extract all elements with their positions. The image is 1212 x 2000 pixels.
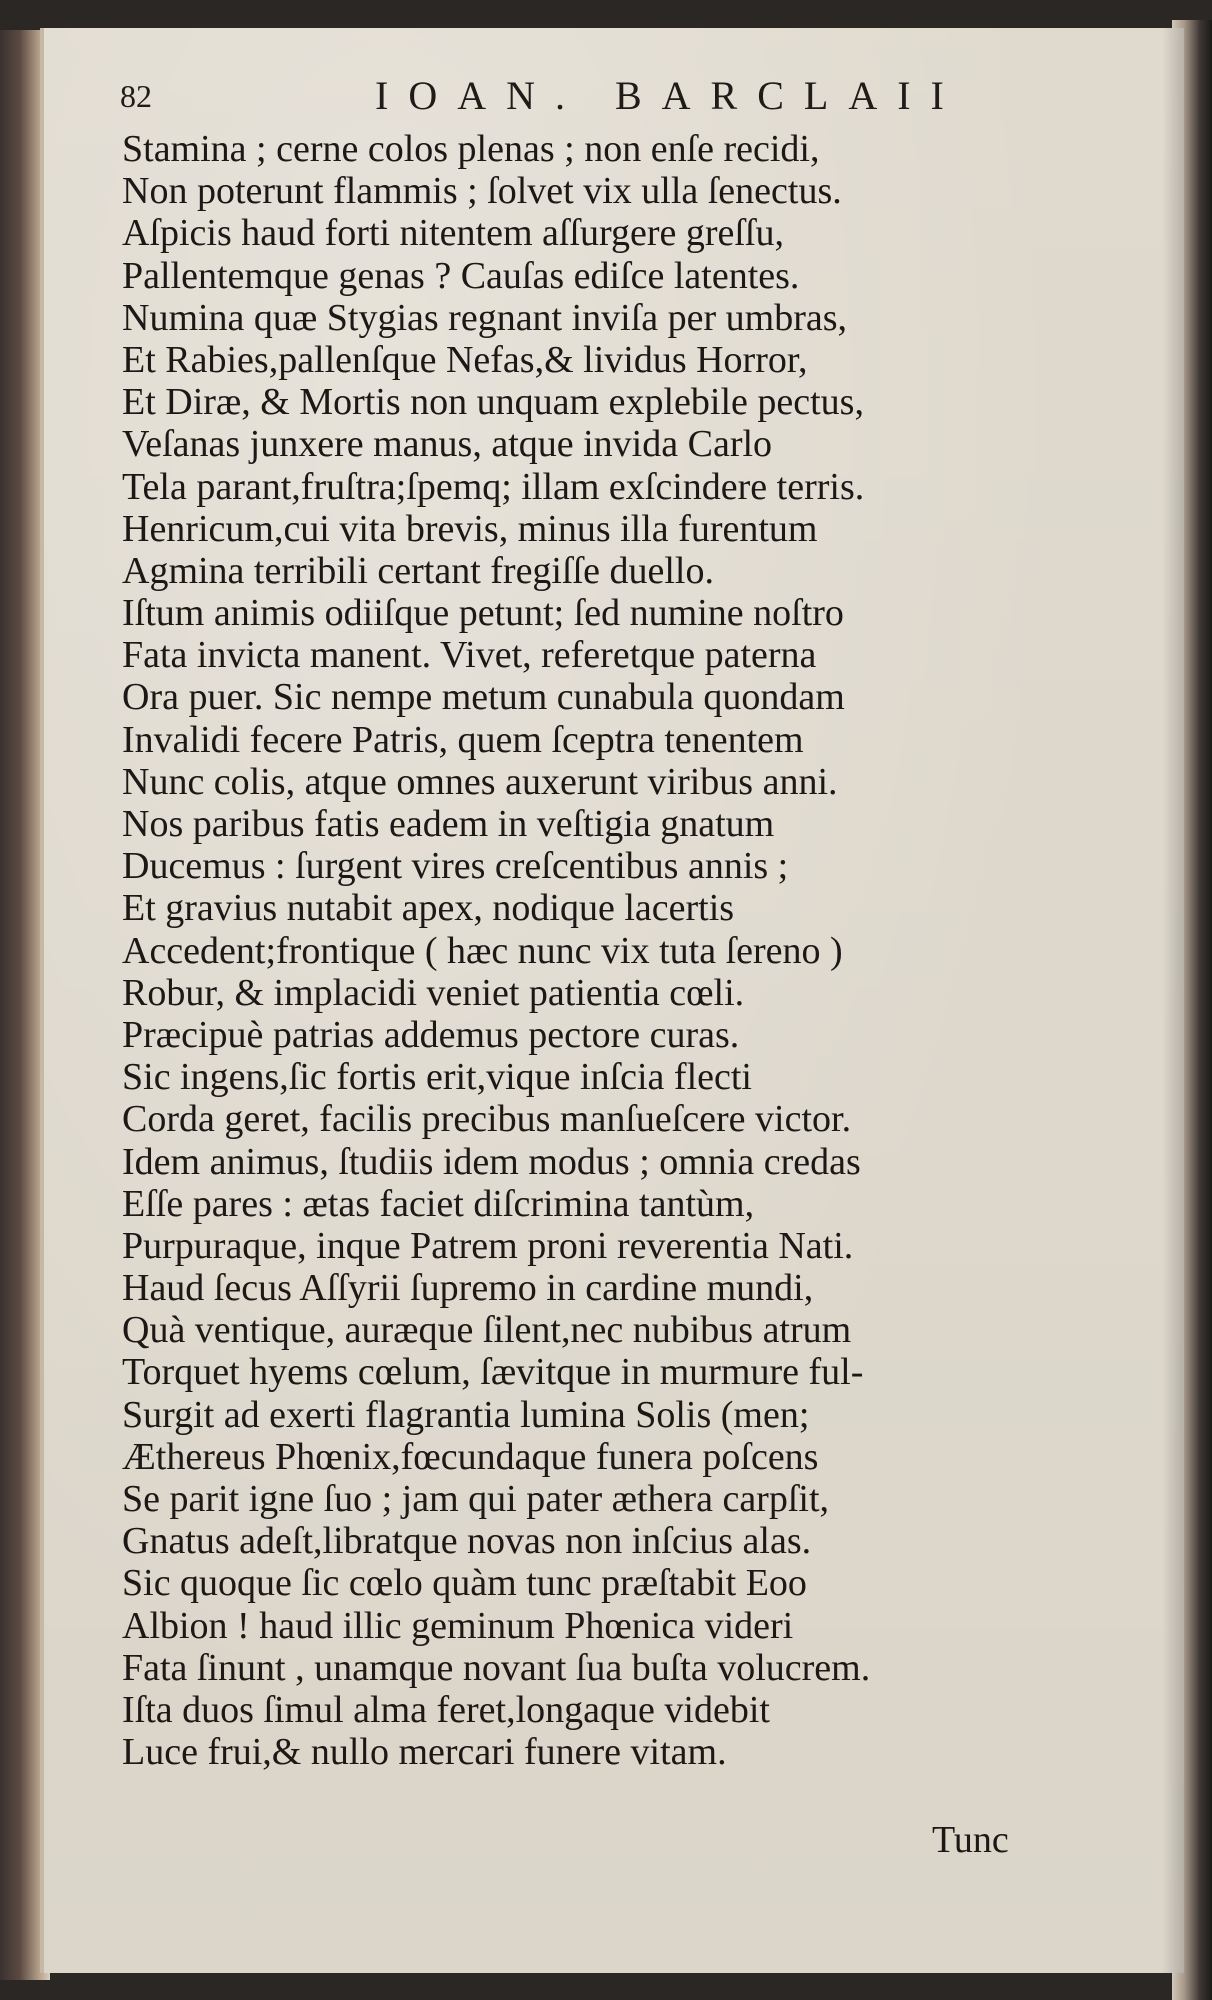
verse-line: Aſpicis haud forti nitentem aſſurgere greſſu, (122, 212, 784, 255)
verse-line: Surgit ad exerti flagrantia lumina Solis (men; (122, 1393, 810, 1436)
verse-line: Ora puer. Sic nempe metum cunabula quondam (122, 676, 845, 719)
verse-line: Non poterunt flammis ; ſolvet vix ulla ſenectus. (122, 170, 842, 213)
page-header (120, 72, 1020, 122)
verse-line: Haud ſecus Aſſyrii ſupremo in cardine mundi, (122, 1267, 814, 1310)
verse-line: Invalidi fecere Patris, quem ſceptra tenentem (122, 718, 804, 761)
verse-line: Tela parant,fruſtra;ſpemq; illam exſcindere terris. (122, 465, 865, 508)
verse-line: Et Diræ, & Mortis non unquam explebile pectus, (122, 381, 864, 424)
verse-line: Corda geret, facilis precibus manſueſcere victor. (122, 1098, 852, 1141)
verse-line: Quà ventique, auræque ſilent,nec nubibus atrum (122, 1309, 852, 1352)
verse-line: Sic ingens,ſic fortis erit,vique inſcia flecti (122, 1056, 752, 1099)
verse-line: Accedent;frontique ( hæc nunc vix tuta ſereno ) (122, 929, 843, 972)
verse-line: Æthereus Phœnix,fœcundaque funera poſcens (122, 1435, 819, 1478)
page-number: 82 (120, 78, 152, 114)
verse-line: Torquet hyems cœlum, ſævitque in murmure ful- (122, 1351, 864, 1394)
verse-line: Numina quæ Stygias regnant inviſa per umbras, (122, 296, 848, 339)
verse-line: Eſſe pares : ætas faciet diſcrimina tantùm, (122, 1182, 755, 1225)
verse-line: Et gravius nutabit apex, nodique lacertis (122, 887, 735, 930)
verse-line: Iſta duos ſimul alma feret,longaque videbit (122, 1688, 770, 1731)
verse-line: Gnatus adeſt,libratque novas non inſcius alas. (122, 1520, 812, 1563)
verse-line: Ducemus : ſurgent vires creſcentibus annis ; (122, 845, 789, 888)
verse-line: Agmina terribili certant fregiſſe duello. (122, 549, 714, 592)
verse-line: Idem animus, ſtudiis idem modus ; omnia credas (122, 1140, 861, 1183)
verse-line: Albion ! haud illic geminum Phœnica videri (122, 1604, 794, 1647)
verse-line: Luce frui,& nullo mercari funere vitam. (122, 1731, 727, 1774)
verse-line: Fata invicta manent. Vivet, referetque paterna (122, 634, 817, 677)
verse-line: Robur, & implacidi veniet patientia cœli. (122, 971, 745, 1014)
verse-line: Præcipuè patrias addemus pectore curas. (122, 1013, 740, 1056)
verse-line: Fata ſinunt , unamque novant ſua buſta volucrem. (122, 1646, 871, 1689)
verse-line: Purpuraque, inque Patrem proni reverentia Nati. (122, 1224, 854, 1267)
verse-line: Stamina ; cerne colos plenas ; non enſe recidi, (122, 128, 820, 170)
catchword: Tunc (932, 1819, 1009, 1861)
verse-line: Et Rabies,pallenſque Nefas,& lividus Horror, (122, 338, 808, 381)
page-gutter-shadow (1162, 28, 1184, 1973)
verse-line: Nos paribus fatis eadem in veſtigia gnatum (122, 803, 775, 845)
running-head: IOAN. BARCLAII (375, 73, 964, 118)
verse-line: Nunc colis, atque omnes auxerunt viribus anni. (122, 760, 838, 803)
verse-line: Veſanas junxere manus, atque invida Carlo (122, 423, 773, 466)
verse-line: Pallentemque genas ? Cauſas ediſce latentes. (122, 254, 800, 297)
verse-line: Henricum,cui vita brevis, minus illa furentum (122, 507, 818, 550)
verse-line: Se parit igne ſuo ; jam qui pater æthera carpſit, (122, 1478, 830, 1520)
verse-line: Sic quoque ſic cœlo quàm tunc præſtabit Eoo (122, 1562, 807, 1605)
verse-line: Iſtum animis odiiſque petunt; ſed numine noſtro (122, 592, 844, 635)
verse-text-block (122, 128, 1082, 1773)
